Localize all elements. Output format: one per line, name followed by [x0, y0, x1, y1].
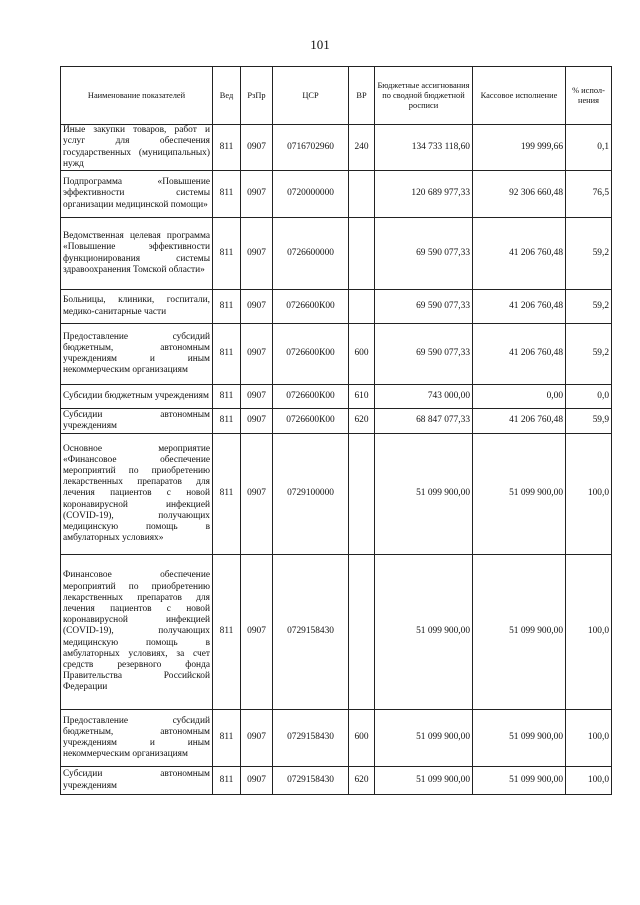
header-cash-execution: Кассовое исполнение	[473, 67, 566, 125]
row-expense-type: 610	[349, 385, 375, 409]
header-indicator-name: Наименование показателей	[61, 67, 213, 125]
row-name: Ведомственная целевая программа «Повышение эффективности функционирования системы здравоохранения Томской области»	[61, 218, 213, 290]
row-department: 811	[213, 710, 241, 767]
row-section: 0907	[241, 218, 273, 290]
row-budget-allocation: 120 689 977,33	[375, 171, 473, 218]
row-cash-execution: 41 206 760,48	[473, 409, 566, 434]
row-target-article: 0716702960	[273, 125, 349, 171]
row-department: 811	[213, 324, 241, 385]
table-row	[61, 710, 612, 767]
table-row	[61, 290, 612, 324]
row-expense-type: 620	[349, 767, 375, 795]
row-budget-allocation: 51 099 900,00	[375, 710, 473, 767]
row-execution-percent: 59,9	[566, 409, 612, 434]
row-section: 0907	[241, 555, 273, 710]
row-execution-percent: 0,0	[566, 385, 612, 409]
row-target-article: 0726600К00	[273, 324, 349, 385]
row-expense-type: 600	[349, 710, 375, 767]
row-name: Финансовое обеспечение мероприятий по приобретению лекарственных препаратов для лечения пациентов с новой коронавирусной инфекцией (COVID-19), получающих медицинскую помощь в амбулаторных условиях, за счет средств резервного фонда Правительства Российской Федерации	[61, 555, 213, 710]
row-name: Основное мероприятие «Финансовое обеспечение мероприятий по приобретению лекарственных препаратов для лечения пациентов с новой коронавирусной инфекцией (COVID-19), получающих медицинскую помощь в амбулаторных условиях»	[61, 434, 213, 555]
header-target-article: ЦСР	[273, 67, 349, 125]
row-department: 811	[213, 171, 241, 218]
header-section: РзПр	[241, 67, 273, 125]
row-section: 0907	[241, 324, 273, 385]
row-name: Субсидии автономным учреждениям	[61, 767, 213, 795]
row-department: 811	[213, 767, 241, 795]
row-target-article: 0726600К00	[273, 385, 349, 409]
table-row	[61, 409, 612, 434]
table-row	[61, 125, 612, 171]
row-cash-execution: 92 306 660,48	[473, 171, 566, 218]
row-target-article: 0729100000	[273, 434, 349, 555]
row-budget-allocation: 69 590 077,33	[375, 290, 473, 324]
row-name: Подпрограмма «Повышение эффективности системы организации медицинской помощи»	[61, 171, 213, 218]
row-execution-percent: 100,0	[566, 710, 612, 767]
row-target-article: 0729158430	[273, 555, 349, 710]
row-cash-execution: 51 099 900,00	[473, 434, 566, 555]
row-section: 0907	[241, 409, 273, 434]
row-department: 811	[213, 385, 241, 409]
row-cash-execution: 41 206 760,48	[473, 324, 566, 385]
row-cash-execution: 199 999,66	[473, 125, 566, 171]
row-name: Предоставление субсидий бюджетным, автономным учреждениям и иным некоммерческим организациям	[61, 324, 213, 385]
row-target-article: 0729158430	[273, 767, 349, 795]
row-execution-percent: 0,1	[566, 125, 612, 171]
row-expense-type	[349, 555, 375, 710]
table-row	[61, 218, 612, 290]
row-cash-execution: 41 206 760,48	[473, 290, 566, 324]
row-expense-type	[349, 290, 375, 324]
row-target-article: 0720000000	[273, 171, 349, 218]
row-department: 811	[213, 434, 241, 555]
row-target-article: 0726600000	[273, 218, 349, 290]
row-expense-type	[349, 434, 375, 555]
row-expense-type	[349, 218, 375, 290]
row-name: Иные закупки товаров, работ и услуг для обеспечения государственных (муниципальных) нужд	[61, 125, 213, 171]
page-number: 101	[310, 37, 330, 52]
row-expense-type: 600	[349, 324, 375, 385]
table-row	[61, 767, 612, 795]
table-row	[61, 385, 612, 409]
row-execution-percent: 59,2	[566, 324, 612, 385]
row-budget-allocation: 69 590 077,33	[375, 324, 473, 385]
row-cash-execution: 41 206 760,48	[473, 218, 566, 290]
row-cash-execution: 51 099 900,00	[473, 767, 566, 795]
row-cash-execution: 51 099 900,00	[473, 710, 566, 767]
row-budget-allocation: 51 099 900,00	[375, 555, 473, 710]
row-section: 0907	[241, 767, 273, 795]
table-header-row	[61, 67, 612, 125]
row-name: Субсидии бюджетным учреждениям	[61, 385, 213, 409]
row-budget-allocation: 68 847 077,33	[375, 409, 473, 434]
row-budget-allocation: 51 099 900,00	[375, 767, 473, 795]
row-name: Предоставление субсидий бюджетным, автономным учреждениям и иным некоммерческим организациям	[61, 710, 213, 767]
row-name: Больницы, клиники, госпитали, медико-санитарные части	[61, 290, 213, 324]
row-budget-allocation: 69 590 077,33	[375, 218, 473, 290]
row-expense-type: 240	[349, 125, 375, 171]
row-target-article: 0729158430	[273, 710, 349, 767]
table-row	[61, 171, 612, 218]
row-section: 0907	[241, 290, 273, 324]
row-section: 0907	[241, 434, 273, 555]
header-expense-type: ВР	[349, 67, 375, 125]
row-department: 811	[213, 290, 241, 324]
table-row	[61, 434, 612, 555]
table-row	[61, 555, 612, 710]
row-section: 0907	[241, 171, 273, 218]
row-department: 811	[213, 125, 241, 171]
row-execution-percent: 76,5	[566, 171, 612, 218]
row-name: Субсидии автономным учреждениям	[61, 409, 213, 434]
row-target-article: 0726600К00	[273, 290, 349, 324]
row-cash-execution: 51 099 900,00	[473, 555, 566, 710]
row-expense-type	[349, 171, 375, 218]
row-execution-percent: 59,2	[566, 218, 612, 290]
header-budget-allocations: Бюджетные ассигнования по сводной бюджетной росписи	[375, 67, 473, 125]
row-execution-percent: 100,0	[566, 555, 612, 710]
row-execution-percent: 59,2	[566, 290, 612, 324]
header-execution-percent: % испол-нения	[566, 67, 612, 125]
row-section: 0907	[241, 385, 273, 409]
row-target-article: 0726600К00	[273, 409, 349, 434]
row-expense-type: 620	[349, 409, 375, 434]
row-department: 811	[213, 555, 241, 710]
row-department: 811	[213, 218, 241, 290]
row-execution-percent: 100,0	[566, 434, 612, 555]
row-budget-allocation: 134 733 118,60	[375, 125, 473, 171]
row-department: 811	[213, 409, 241, 434]
table-row	[61, 324, 612, 385]
row-budget-allocation: 743 000,00	[375, 385, 473, 409]
row-budget-allocation: 51 099 900,00	[375, 434, 473, 555]
row-section: 0907	[241, 125, 273, 171]
budget-execution-table	[60, 66, 612, 795]
row-section: 0907	[241, 710, 273, 767]
row-execution-percent: 100,0	[566, 767, 612, 795]
row-cash-execution: 0,00	[473, 385, 566, 409]
header-department: Вед	[213, 67, 241, 125]
